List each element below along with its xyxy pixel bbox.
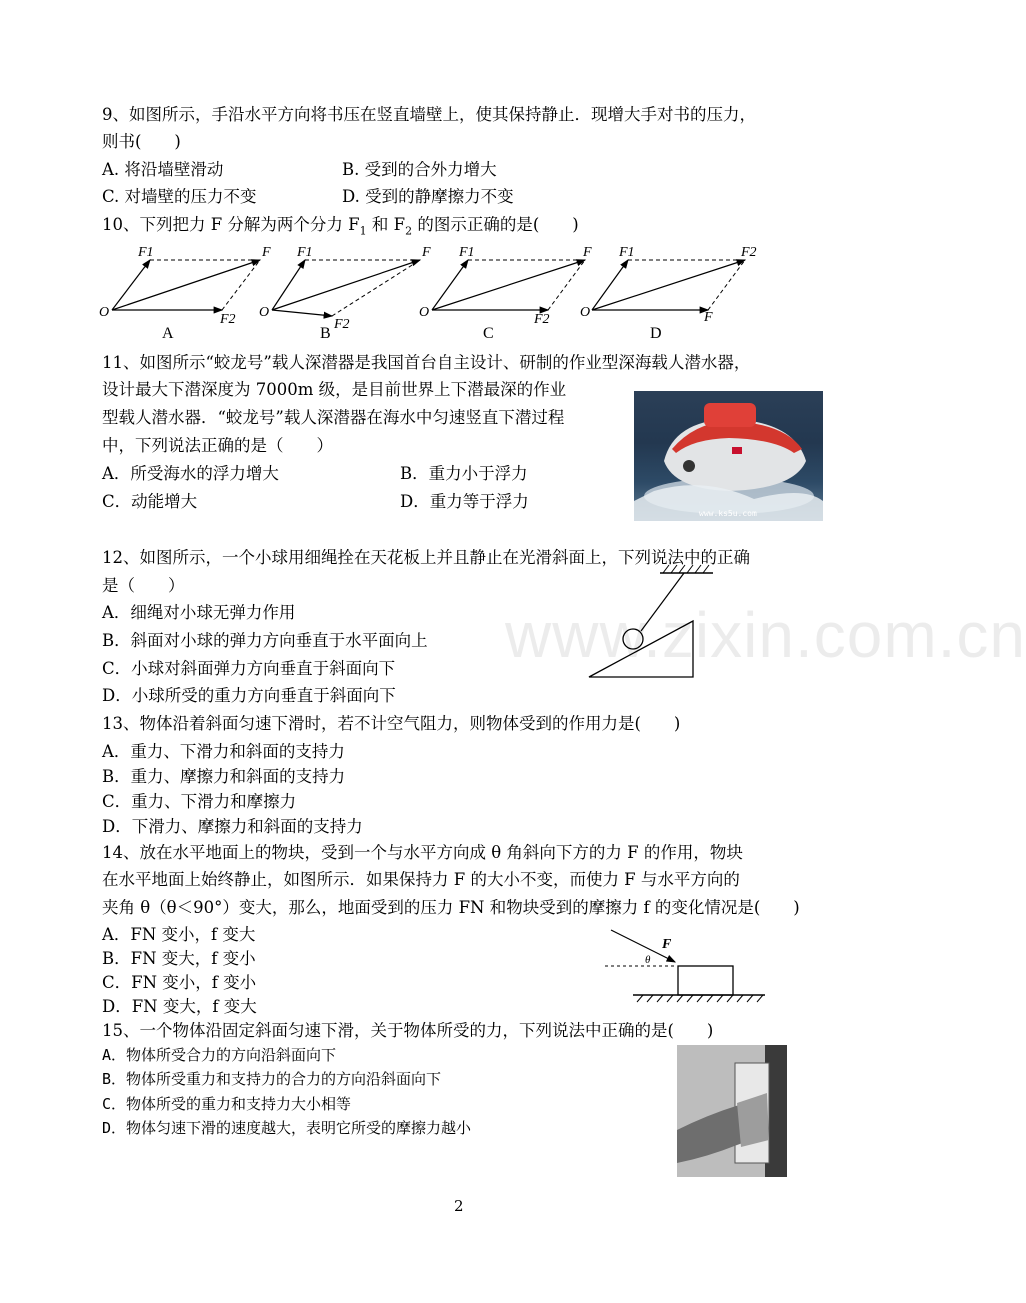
q13-stem: 13、物体沿着斜面匀速下滑时，若不计空气阻力，则物体受到的作用力是( ): [102, 714, 681, 733]
q10-d-label-f2: F2: [741, 245, 757, 260]
q9-option-b: B. 受到的合外力增大: [342, 160, 497, 179]
q10-d-letter: D: [650, 325, 662, 342]
q15-option-d: D．物体匀速下滑的速度越大，表明它所受的摩擦力越小: [102, 1119, 472, 1137]
q10-b-label-f2: F2: [334, 317, 350, 332]
q11-stem-line4: 中，下列说法正确的是（ ）: [102, 436, 333, 455]
q10-b-label-o: O: [259, 305, 270, 320]
q10-stem-mid: 和 F: [366, 215, 406, 234]
q13-option-d: D．下滑力、摩擦力和斜面的支持力: [102, 817, 363, 836]
q10-sub1: 1: [359, 224, 367, 238]
watermark: www.zixin.com.cn: [505, 599, 1026, 671]
q13-option-b: B．重力、摩擦力和斜面的支持力: [102, 767, 346, 786]
q10-sub2: 2: [405, 224, 413, 238]
q10-a-letter: A: [162, 325, 174, 342]
q14-option-d: D．FN 变大，f 变大: [102, 997, 257, 1016]
q14-block-force-diagram: [605, 928, 765, 1008]
page-number: 2: [454, 1197, 464, 1215]
hand-book-illustration: [677, 1045, 787, 1177]
q14-stem-line2: 在水平地面上始终静止，如图所示．如果保持力 F 的大小不变，而使力 F 与水平方向的: [102, 870, 740, 889]
q10-d-label-o: O: [580, 305, 591, 320]
q10-c-label-o: O: [419, 305, 430, 320]
q10-b-letter: B: [320, 325, 331, 342]
q14-angle-label: θ: [645, 954, 651, 966]
q12-option-c: C．小球对斜面弹力方向垂直于斜面向下: [102, 659, 396, 678]
q10-stem-pre: 10、下列把力 F 分解为两个分力 F: [102, 215, 360, 234]
q9-option-c: C. 对墙壁的压力不变: [102, 187, 257, 206]
q10-b-label-f: F: [422, 245, 431, 260]
q14-option-c: C．FN 变小，f 变小: [102, 973, 257, 992]
q14-stem-line3: 夹角 θ（θ＜90°）变大，那么，地面受到的压力 FN 和物块受到的摩擦力 f 的变化情况是( ): [102, 898, 800, 917]
submersible-photo: [634, 391, 823, 521]
q15-stem: 15、一个物体沿固定斜面匀速下滑，关于物体所受的力，下列说法中正确的是( ): [102, 1021, 714, 1040]
q10-a-label-f2: F2: [220, 312, 236, 327]
q10-diagram-a: [112, 260, 260, 310]
q10-c-label-f2: F2: [534, 312, 550, 327]
q11-option-d: D．重力等于浮力: [400, 492, 529, 511]
q10-diagram-b: [272, 260, 420, 316]
q10-d-label-f: F: [704, 310, 713, 325]
q10-a-label-o: O: [99, 305, 110, 320]
q10-b-label-f1: F1: [297, 245, 313, 260]
submersible-illustration: [634, 391, 823, 521]
q10-d-label-f1: F1: [619, 245, 635, 260]
q9-option-d: D. 受到的静摩擦力不变: [342, 187, 514, 206]
q12-stem-line1: 12、如图所示，一个小球用细绳拴在天花板上并且静止在光滑斜面上，下列说法中的正确: [102, 548, 750, 567]
q14-force-label: F: [662, 937, 672, 952]
q9-option-a: A. 将沿墙壁滑动: [102, 160, 224, 179]
q10-c-label-f1: F1: [459, 245, 475, 260]
q9-stem-line2: 则书( ): [102, 132, 181, 151]
q14-option-a: A．FN 变小，f 变大: [102, 925, 256, 944]
q14-stem-line1: 14、放在水平地面上的物块，受到一个与水平方向成 θ 角斜向下方的力 F 的作用，物块: [102, 843, 743, 862]
q15-option-c: C．物体所受的重力和支持力大小相等: [102, 1095, 352, 1113]
q13-option-a: A．重力、下滑力和斜面的支持力: [102, 742, 345, 761]
q10-stem: [102, 214, 579, 242]
hand-book-photo: [677, 1045, 787, 1177]
q13-option-c: C．重力、下滑力和摩擦力: [102, 792, 297, 811]
q10-diagram-c: [432, 260, 585, 310]
q10-c-letter: C: [483, 325, 494, 342]
q15-option-a: A．物体所受合力的方向沿斜面向下: [102, 1046, 337, 1064]
q11-stem-line3: 型载人潜水器．“蛟龙号”载人深潜器在海水中匀速竖直下潜过程: [102, 408, 565, 427]
q15-option-b: B．物体所受重力和支持力的合力的方向沿斜面向下: [102, 1070, 442, 1088]
q12-option-a: A．细绳对小球无弹力作用: [102, 603, 296, 622]
q11-stem-line2: 设计最大下潜深度为 7000m 级，是目前世界上下潜最深的作业: [102, 380, 567, 399]
q10-c-label-f: F: [583, 245, 592, 260]
q10-a-label-f: F: [262, 245, 271, 260]
q11-option-a: A．所受海水的浮力增大: [102, 464, 279, 483]
photo-caption: www.ks5u.com: [699, 509, 757, 518]
q11-option-c: C．动能增大: [102, 492, 198, 511]
q10-a-label-f1: F1: [138, 245, 154, 260]
q10-diagram-d: [592, 260, 745, 310]
q14-option-b: B．FN 变大，f 变小: [102, 949, 256, 968]
q11-stem-line1: 11、如图所示“蛟龙号”载人深潜器是我国首台自主设计、研制的作业型深海载人潜水器，: [102, 353, 751, 372]
q10-stem-post: 的图示正确的是( ): [412, 215, 579, 234]
q11-option-b: B．重力小于浮力: [400, 464, 528, 483]
q12-stem-line2: 是（ ）: [102, 576, 185, 595]
q12-option-d: D．小球所受的重力方向垂直于斜面向下: [102, 686, 396, 705]
q12-option-b: B．斜面对小球的弹力方向垂直于水平面向上: [102, 631, 428, 650]
q9-stem-line1: 9、如图所示，手沿水平方向将书压在竖直墙壁上，使其保持静止．现增大手对书的压力，: [102, 105, 756, 124]
